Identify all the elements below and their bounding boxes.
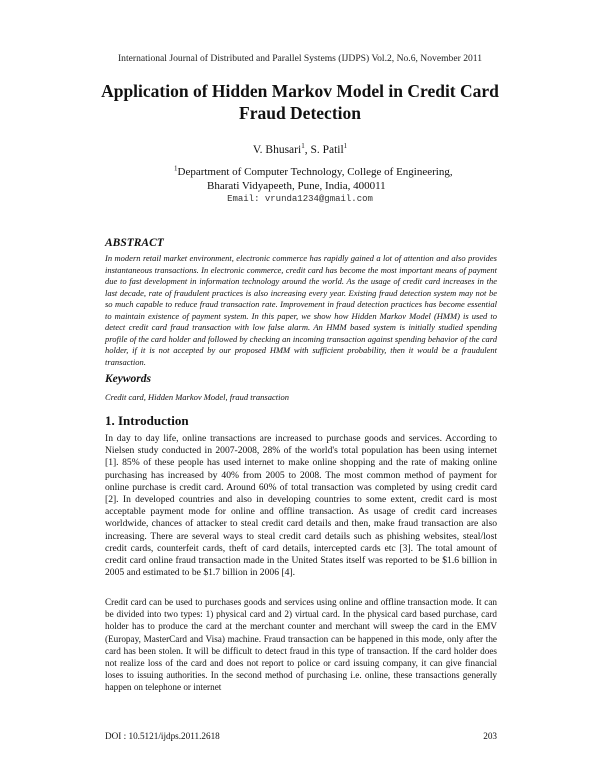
affiliation-line: Bharati Vidyapeeth, Pune, India, 400011	[207, 179, 386, 192]
doi-footer: DOI : 10.5121/ijdps.2011.2618	[105, 731, 220, 741]
body-paragraph: Credit card can be used to purchases goods and services using online and offline transaction mode. It can be divided into two types: 1) physical card and 2) virtual card. In the physical card based purchase, card holder has to produce the card at the merchant counter and merchant will sweep the card in the EMV (Europay, MasterCard and Visa) machine. Fraud transaction can be happened in this mode, only after the card has been stolen. It will be difficult to detect fraud in this type of transaction. If the card holder does not realize loss of the card and does not report to police or card issuing company, it can give financial loses to issuing authorities. In the second method of purchasing i.e. online, these transactions generally happen on telephone or internet	[105, 597, 497, 693]
author-name: S. Patil	[310, 144, 344, 156]
author-list	[0, 144, 600, 156]
introduction-heading: 1. Introduction	[105, 413, 189, 428]
author-separator: ,	[304, 144, 311, 156]
affiliation-line: Department of Computer Technology, College of Engineering,	[177, 166, 453, 178]
paper-title: Application of Hidden Markov Model in Credit Card Fraud Detection	[101, 81, 499, 123]
keywords-heading: Keywords	[105, 373, 151, 385]
author-name: V. Bhusari	[252, 144, 302, 156]
body-paragraph: In day to day life, online transactions are increased to purchase goods and services. According to Nielsen study conducted in 2007-2008, 28% of the world's total population has been using internet [1]. 85% of these people has used internet to make online shopping and the rate of making online purchasing has increased by 40% from 2005 to 2008. The most common method of payment for online purchase is credit card. Around 60% of total transaction was completed by using credit card [2]. In developed countries and also in developing countries to some extent, credit card is most acceptable payment mode for online and offline transaction. As usage of credit card increases worldwide, chances of attacker to steal credit card details and then, make fraud transaction are also increasing. There are several ways to steal credit card details such as phishing websites, steal/lost credit cards, counterfeit cards, theft of card details, intercepted cards etc [3]. The total amount of credit card online fraud transaction made in the United States itself was reported to be $1.6 billion in 2005 and estimated to be $1.7 billion in 2006 [4].	[105, 433, 497, 579]
author-affiliation-mark: 1	[343, 142, 348, 151]
affiliation-mark: 1	[174, 164, 178, 173]
page-number: 203	[483, 731, 497, 741]
abstract-text: In modern retail market environment, electronic commerce has rapidly gained a lot of attention and also provides instantaneous transactions. In electronic commerce, credit card has become the most important means of payment due to fast development in information technology around the world. As the usage of credit card increases in the last decade, rate of fraudulent practices is also increasing every year. Existing fraud detection system may not be so much capable to reduce fraud transaction rate. Improvement in fraud detection practices has become essential to maintain existence of payment system. In this paper, we show how Hidden Markov Model (HMM) is used to detect credit card fraud transaction with low false alarm. An HMM based system is initially studied spending profile of the card holder and followed by checking an incoming transaction against spending behavior of the card holder, if it is not accepted by our proposed HMM with sufficient probability, then it would be a fraudulent transaction.	[105, 253, 497, 367]
journal-header: International Journal of Distributed and Parallel Systems (IJDPS) Vol.2, No.6, November 2011	[117, 53, 483, 64]
author-affiliation-mark: 1	[301, 142, 305, 151]
keywords-text: Credit card, Hidden Markov Model, fraud transaction	[105, 392, 289, 402]
abstract-heading: ABSTRACT	[105, 237, 164, 249]
affiliation	[174, 166, 474, 193]
author-email: Email: vrunda1234@gmail.com	[227, 194, 373, 204]
